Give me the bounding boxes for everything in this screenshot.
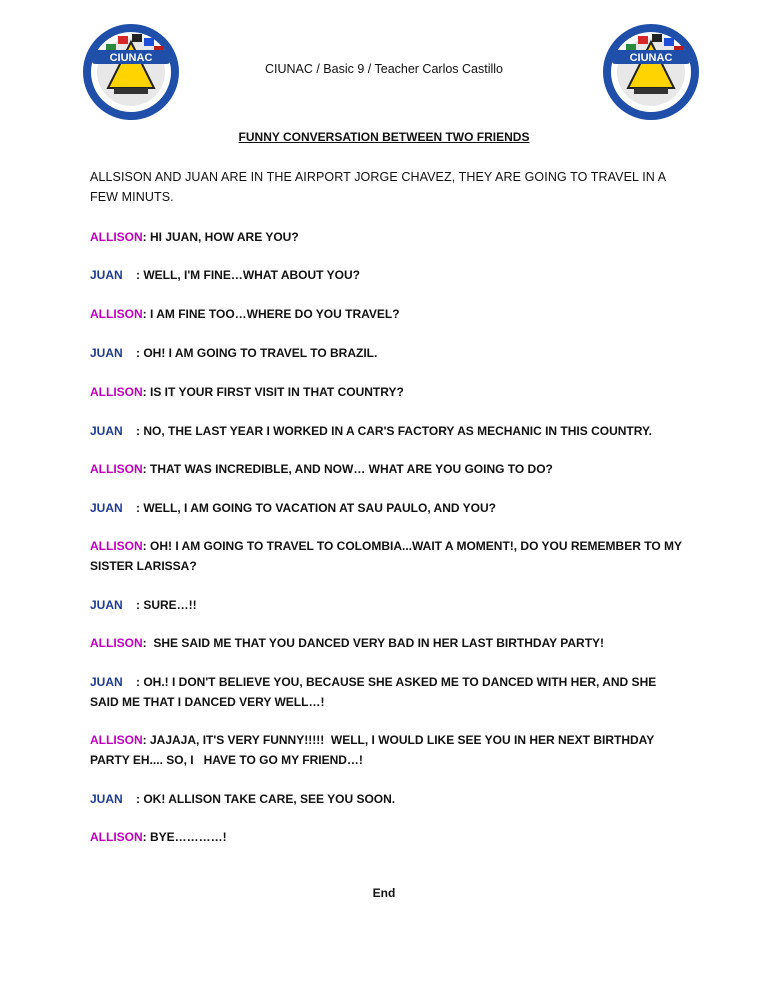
dialogue-line: [90, 790, 686, 810]
dialogue-text: IS IT YOUR FIRST VISIT IN THAT COUNTRY?: [146, 385, 404, 399]
dialogue-text: OH! I AM GOING TO TRAVEL TO BRAZIL.: [140, 346, 378, 360]
dialogue-text: HI JUAN, HOW ARE YOU?: [146, 230, 299, 244]
speaker-separator: :: [142, 230, 147, 244]
speaker-name: JUAN: [90, 598, 123, 612]
dialogue-text: NO, THE LAST YEAR I WORKED IN A CAR'S FACTORY AS MECHANIC IN THIS COUNTRY.: [140, 424, 652, 438]
speaker-name: JUAN: [90, 424, 123, 438]
dialogue-text: BYE…………!: [146, 830, 227, 844]
dialogue-line: [90, 422, 686, 442]
speaker-separator: :: [142, 385, 147, 399]
dialogue-text: WELL, I'M FINE…WHAT ABOUT YOU?: [140, 268, 360, 282]
dialogue-line: [90, 460, 686, 480]
speaker-separator: :: [142, 733, 147, 747]
intro-paragraph: ALLSISON AND JUAN ARE IN THE AIRPORT JORGE CHAVEZ, THEY ARE GOING TO TRAVEL IN A FEW MINUTS.: [90, 170, 666, 204]
dialogue-line: [90, 383, 686, 403]
speaker-separator: :: [142, 307, 147, 321]
speaker-separator: :: [142, 539, 147, 553]
dialogue-line: [90, 634, 686, 654]
dialogue-line: [90, 499, 686, 519]
speaker-separator: :: [142, 636, 147, 650]
speaker-separator: :: [136, 792, 140, 806]
dialogue-line: [90, 828, 686, 848]
speaker-name: JUAN: [90, 346, 123, 360]
speaker-separator: :: [136, 268, 140, 282]
speaker-name: JUAN: [90, 501, 123, 515]
dialogue-line: [90, 673, 686, 712]
speaker-name: ALLISON: [90, 462, 143, 476]
speaker-name: JUAN: [90, 675, 123, 689]
svg-text:CIUNAC: CIUNAC: [109, 52, 153, 64]
speaker-separator: :: [142, 462, 147, 476]
svg-text:CIUNAC: CIUNAC: [629, 52, 673, 64]
speaker-name: ALLISON: [90, 636, 143, 650]
speaker-separator: :: [142, 830, 147, 844]
speaker-name: ALLISON: [90, 830, 143, 844]
dialogue-text: WELL, I AM GOING TO VACATION AT SAU PAULO, AND YOU?: [140, 501, 496, 515]
dialogue-text: I AM FINE TOO…WHERE DO YOU TRAVEL?: [146, 307, 400, 321]
speaker-name: JUAN: [90, 792, 123, 806]
course-header: CIUNAC / Basic 9 / Teacher Carlos Castillo: [264, 62, 504, 76]
speaker-name: ALLISON: [90, 733, 143, 747]
speaker-name: JUAN: [90, 268, 123, 282]
document-title: FUNNY CONVERSATION BETWEEN TWO FRIENDS: [238, 130, 530, 144]
dialogue-line: [90, 344, 686, 364]
speaker-separator: :: [136, 675, 140, 689]
speaker-name: ALLISON: [90, 539, 143, 553]
speaker-separator: :: [136, 424, 140, 438]
dialogue-line: [90, 266, 686, 286]
dialogue-text: THAT WAS INCREDIBLE, AND NOW… WHAT ARE YOU GOING TO DO?: [146, 462, 553, 476]
dialogue-text: SHE SAID ME THAT YOU DANCED VERY BAD IN HER LAST BIRTHDAY PARTY!: [146, 636, 605, 650]
speaker-separator: :: [136, 346, 140, 360]
dialogue-text: OH.! I DON'T BELIEVE YOU, BECAUSE SHE ASKED ME TO DANCED WITH HER, AND SHE SAID ME THAT I DANCED VERY WELL…!: [90, 675, 660, 709]
speaker-separator: :: [136, 501, 140, 515]
speaker-name: ALLISON: [90, 385, 143, 399]
dialogue-line: [90, 537, 686, 576]
dialogue-text: OH! I AM GOING TO TRAVEL TO COLOMBIA...WAIT A MOMENT!, DO YOU REMEMBER TO MY SISTER LARISSA?: [90, 539, 686, 573]
dialogue-line: [90, 731, 686, 770]
dialogue-line: [90, 228, 686, 248]
end-label: End: [372, 886, 396, 900]
speaker-name: ALLISON: [90, 307, 143, 321]
dialogue-text: SURE…!!: [140, 598, 197, 612]
dialogue-text: OK! ALLISON TAKE CARE, SEE YOU SOON.: [140, 792, 396, 806]
dialogue-line: [90, 596, 686, 616]
dialogue-line: [90, 305, 686, 325]
dialogue-text: JAJAJA, IT'S VERY FUNNY!!!!! WELL, I WOULD LIKE SEE YOU IN HER NEXT BIRTHDAY PARTY EH.... SO, I HAVE TO GO MY FRIEND…!: [90, 733, 658, 767]
speaker-name: ALLISON: [90, 230, 143, 244]
speaker-separator: :: [136, 598, 140, 612]
